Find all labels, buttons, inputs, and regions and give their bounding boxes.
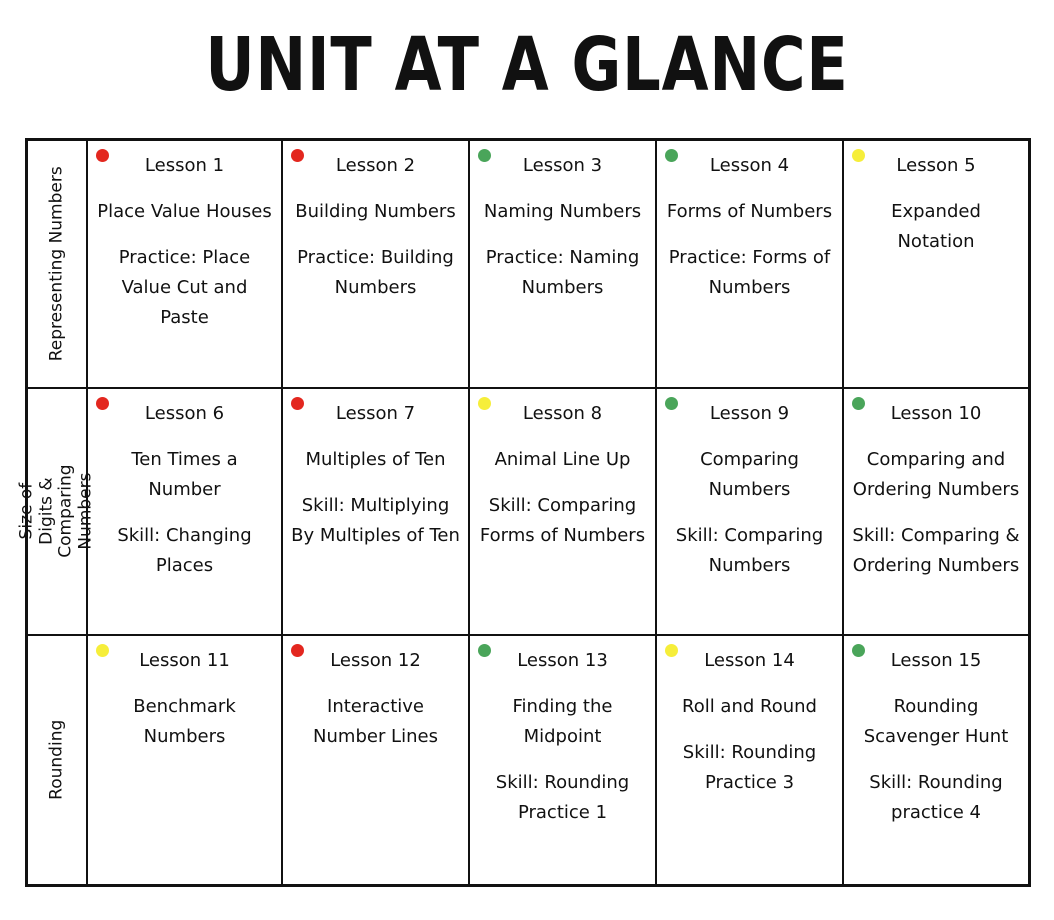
lesson-practice: Skill: Multiplying By Multiples of Ten [291,494,460,546]
lesson-practice: Skill: Comparing Forms of Numbers [479,494,646,546]
lesson-title: Rounding Scavenger Hunt [863,696,1009,748]
lesson-cell [844,389,1028,637]
lesson-practice: Practice: Place Value Cut and Paste [118,247,251,328]
lesson-number: Lesson 1 [144,155,225,176]
row-header-label: Rounding [46,720,67,801]
lesson-practice: Skill: Rounding Practice 3 [682,742,817,794]
lesson-practice: Skill: Rounding practice 4 [869,772,1003,824]
lesson-number: Lesson 7 [335,402,416,424]
lesson-number: Lesson 4 [709,155,790,176]
lesson-cell [657,389,844,637]
lesson-number: Lesson 2 [335,155,416,176]
lesson-title: Finding the Midpoint [512,696,613,748]
lesson-number: Lesson 14 [704,650,795,672]
lesson-title: Multiples of Ten [305,448,446,470]
lesson-cell [88,141,283,389]
row-header-label: Representing Numbers [46,166,67,362]
lesson-number: Lesson 12 [330,650,421,672]
lesson-title: Benchmark Numbers [133,696,236,748]
lesson-cell [283,141,470,389]
lesson-practice: Practice: Forms of Numbers [668,247,831,298]
lesson-cell [88,389,283,637]
lesson-practice: Skill: Comparing & Ordering Numbers [852,524,1020,576]
lesson-number: Lesson 11 [139,650,230,672]
lesson-number: Lesson 13 [517,650,608,672]
lesson-title: Ten Times a Number [131,448,238,500]
lesson-cell [844,141,1028,389]
lesson-number: Lesson 5 [896,155,976,176]
lesson-number: Lesson 9 [709,402,790,424]
lesson-title: Animal Line Up [494,448,631,470]
lesson-title: Building Numbers [295,201,456,222]
lesson-cell [88,636,283,884]
page-title: UNIT AT A GLANCE [205,22,849,108]
lesson-cell [470,636,657,884]
row-header-label: Size of Digits & Comparing Numbers [16,464,96,559]
lesson-practice: Skill: Comparing Numbers [675,524,824,576]
lesson-title: Naming Numbers [483,201,642,222]
lesson-cell [470,141,657,389]
lesson-title: Roll and Round [682,696,817,718]
lesson-number: Lesson 6 [144,402,225,424]
lesson-practice: Practice: Building Numbers [297,247,454,298]
lesson-title: Place Value Houses [97,201,272,222]
lesson-practice: Practice: Naming Numbers [485,247,640,298]
row-header-rounding [28,636,88,884]
row-header-size-of-digits [16,389,96,637]
lesson-cell [844,636,1028,884]
lesson-cell [657,636,844,884]
lesson-number: Lesson 3 [522,155,603,176]
lesson-number: Lesson 10 [890,402,982,424]
lesson-title: Interactive Number Lines [313,696,438,748]
lesson-number: Lesson 15 [890,650,982,672]
lesson-title: Expanded Notation [891,201,981,252]
lesson-number: Lesson 8 [522,402,603,424]
lesson-cell [470,389,657,637]
row-header-representing-numbers [28,141,88,389]
lesson-cell [283,389,470,637]
lesson-practice: Skill: Changing Places [117,524,252,576]
lesson-cell [657,141,844,389]
lesson-cell [283,636,470,884]
lesson-practice: Skill: Rounding Practice 1 [495,772,630,824]
lesson-title: Forms of Numbers [666,201,833,222]
lesson-grid [16,138,1031,887]
lesson-title: Comparing and Ordering Numbers [852,448,1020,500]
lesson-title: Comparing Numbers [700,448,799,500]
